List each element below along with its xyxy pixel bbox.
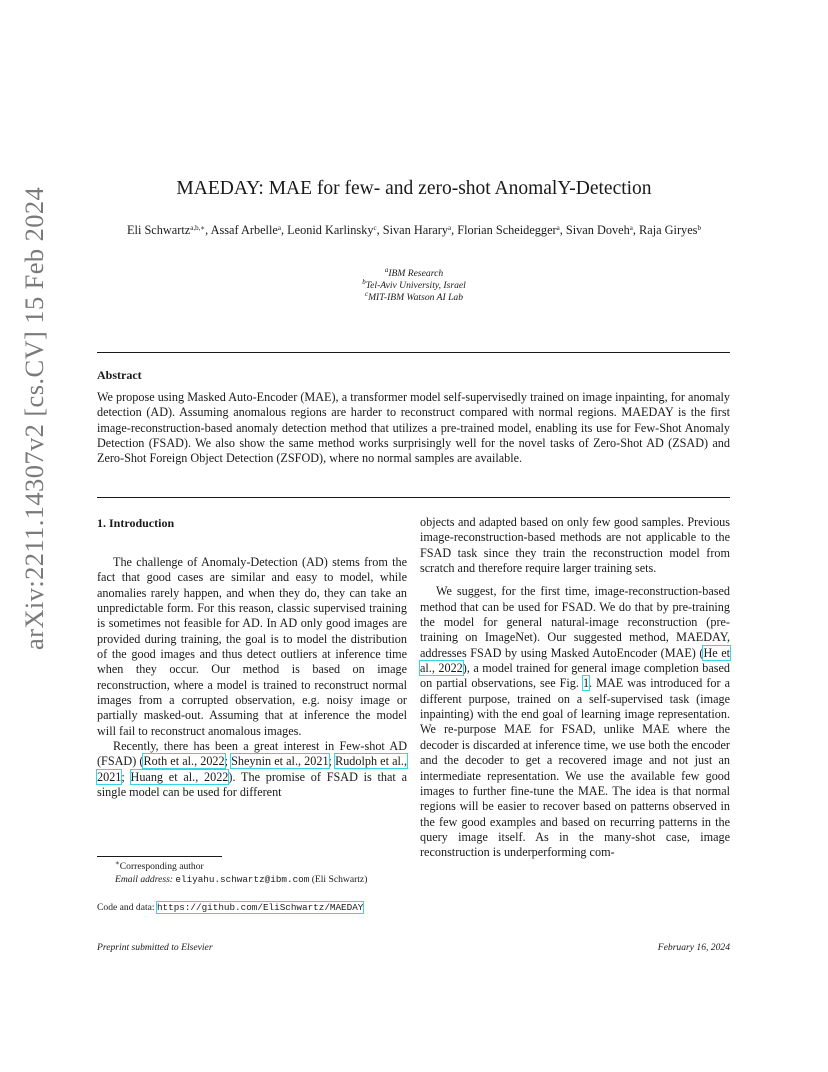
left-column — [97, 555, 407, 801]
intro-paragraph-2-continued: objects and adapted based on only few good samples. Previous image-reconstruction-based methods are not applicable to the FSAD task since they train the reconstruction model from scratch and therefore require larger training sets. — [420, 515, 730, 576]
abstract-heading: Abstract — [97, 368, 142, 382]
citation-link[interactable]: Sheynin et al., 2021 — [231, 754, 329, 769]
paper-title: MAEDAY: MAE for few- and zero-shot AnomalY-Detection — [176, 178, 652, 199]
section-heading-introduction: 1. Introduction — [97, 516, 175, 530]
intro-paragraph-2 — [97, 739, 407, 800]
code-label: Code and data: — [97, 902, 157, 913]
author-affil-mark: a,b,∗ — [190, 224, 206, 232]
email-address[interactable]: eliyahu.schwartz@ibm.com — [175, 873, 310, 885]
author-name: , Leonid Karlinsky — [280, 223, 374, 237]
code-url-link[interactable]: https://github.com/EliSchwartz/MAEDAY — [156, 902, 364, 913]
author-list — [112, 222, 716, 239]
citation-separator: ; — [328, 754, 336, 769]
author-name: , Assaf Arbelle — [205, 223, 278, 237]
paragraph-text: Recently, there has been a great interest in Few-shot AD (FSAD) ( — [97, 739, 407, 769]
author-affil-mark: a — [556, 224, 560, 232]
author-name: , Raja Giryes — [632, 223, 698, 237]
abstract-text: We propose using Masked Auto-Encoder (MAE), a transformer model self-supervisedly trained on image inpainting, for anomaly detection (AD). Assuming anomalous regions are harder to reconstruct compared with normal regions. MAEDAY is the first image-reconstruction-based anomaly detection method that utilizes a pre-trained model, enabling its use for Few-Shot Anomaly Detection (FSAD). We also show the same method works surprisingly well for the novel tasks of Zero-Shot AD (ZSAD) and Zero-Shot Foreign Object Detection (ZSFOD), where no normal samples are available. — [97, 390, 730, 466]
intro-paragraph-3 — [420, 584, 730, 860]
affiliation-item — [0, 280, 828, 292]
footnote — [97, 861, 407, 886]
author-name: , Sivan Doveh — [559, 223, 630, 237]
affiliation-text: Tel-Aviv University, Israel — [365, 280, 466, 292]
affiliations — [0, 268, 828, 305]
footnote-rule — [97, 856, 222, 857]
citation-separator: ; — [121, 769, 131, 784]
footnote-text: Corresponding author — [119, 861, 204, 872]
paragraph-text: ). The promise of FSAD is that a single model can be used for different — [97, 769, 407, 800]
figure-reference-link[interactable]: 1 — [582, 676, 590, 691]
citation-link[interactable]: He et al., 2022 — [420, 645, 730, 676]
intro-paragraph-1: The challenge of Anomaly-Detection (AD) stems from the fact that good cases are similar and easy to model, while anomalies rarely happen, and when they do, they can take an unpredictable form. For this reason, classic supervised training is sometimes not feasible for AD. In AD only good images are provided during training, the goal is to model the distribution of the good images and thus detect outliers at inference time when they occur. Our method is based on image reconstruction, where a model is trained to reconstruct normal images from a corrupted observation, e.g. noisy image or partially masked-out. Assuming that at inference the model will fail to reconstruct anomalous images. — [97, 555, 407, 738]
footnote-corresponding — [97, 861, 407, 874]
citation-separator: ; — [224, 754, 232, 769]
author-name: , Florian Scheidegger — [451, 223, 557, 237]
email-owner: (Eli Schwartz) — [309, 873, 368, 885]
preprint-note: Preprint submitted to Elsevier — [97, 942, 213, 953]
affiliation-mark: a — [384, 266, 389, 274]
paragraph-text: We suggest, for the first time, image-reconstruction-based method that can be used for FSAD. We do that by pre-training the model for general natural-image reconstruction (pre-training on ImageNet). Our suggested method, MAEDAY, addresses FSAD by using Masked AutoEncoder (MAE) ( — [420, 584, 730, 660]
author-name: Eli Schwartz — [127, 223, 191, 237]
author-affil-mark: a — [448, 224, 452, 232]
affiliation-text: IBM Research — [388, 268, 444, 279]
footnote-email — [97, 874, 407, 887]
footnote-mark: ∗ — [115, 859, 120, 867]
abstract-top-rule — [97, 352, 730, 353]
affiliation-mark: b — [362, 278, 366, 287]
paragraph-text: . MAE was introduced for a different purpose, trained on a self-supervised task (image inpainting) with the end goal of learning image representation. We re-purpose MAE for FSAD, unlike MAE where the decoder is discarded at inference time, we use both the encoder and the decoder to get a recovered image and not just an intermediate representation. We use the available few good images to further fine-tune the MAE. The idea is that normal regions will be easier to recover based on patterns observed in the few good examples and based on recurring patterns in the query image itself. As in the many-shot case, image reconstruction is underperforming com- — [420, 676, 730, 860]
affiliation-item — [0, 268, 828, 280]
arxiv-stamp: arXiv:2211.14307v2 [cs.CV] 15 Feb 2024 — [19, 186, 49, 650]
abstract-bottom-rule — [97, 497, 730, 498]
paragraph-text: ), a model trained for general image completion based on partial observations, see Fig. — [420, 661, 730, 691]
affiliation-mark: c — [364, 290, 369, 299]
author-affil-mark: c — [373, 224, 377, 232]
citation-link[interactable]: Huang et al., 2022 — [130, 769, 229, 784]
affiliation-text: MIT-IBM Watson AI Lab — [368, 292, 464, 304]
citation-link[interactable]: Rudolph et al., 2021 — [97, 754, 407, 784]
author-name: , Sivan Harary — [376, 223, 448, 237]
citation-link[interactable]: Roth et al., 2022 — [143, 754, 225, 769]
author-affil-mark: a — [629, 224, 633, 232]
code-availability — [97, 902, 363, 914]
footer-date: February 16, 2024 — [657, 942, 730, 953]
email-label: Email address: — [115, 873, 176, 885]
author-affil-mark: a — [277, 224, 281, 232]
affiliation-item — [0, 292, 828, 304]
author-affil-mark: b — [697, 224, 701, 232]
right-column — [420, 515, 730, 861]
